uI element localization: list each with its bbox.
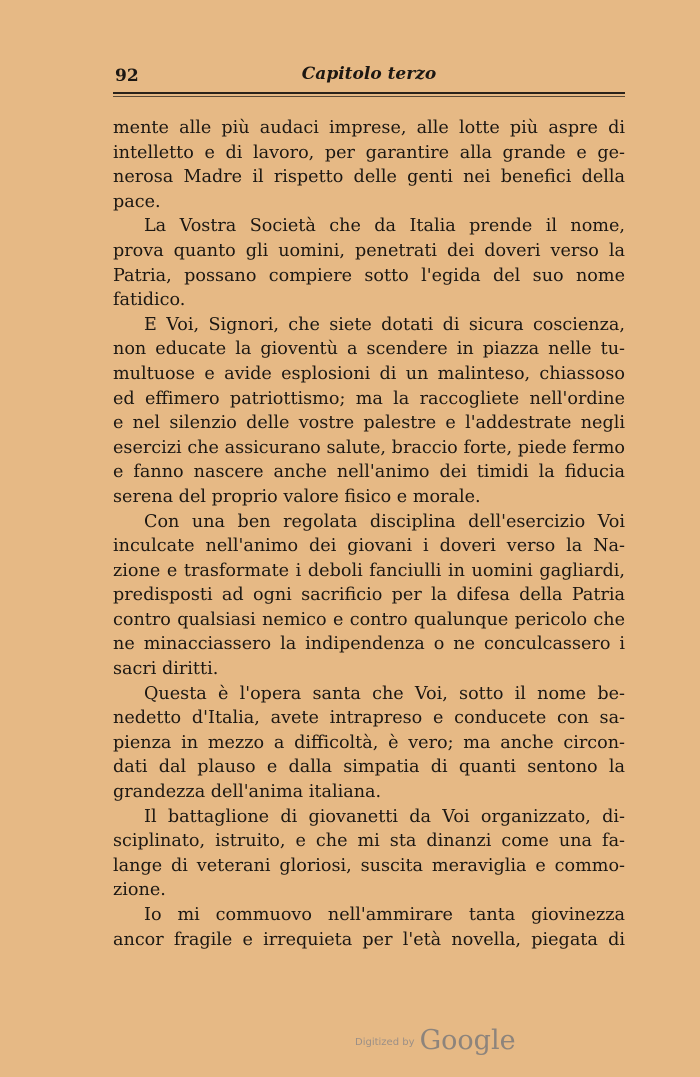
text-line: prova quanto gli uomini, penetrati dei doveri verso la — [113, 240, 625, 261]
text-line: e nel silenzio delle vostre palestre e l'addestrate negli — [113, 413, 625, 434]
text-line: grandezza dell'anima italiana. — [113, 782, 382, 803]
text-line: esercizi che assicurano salute, braccio forte, piede fermo — [113, 437, 625, 458]
text-line: dati dal plauso e dalla simpatia di quanti sentono la — [113, 757, 625, 778]
text-line: sacri diritti. — [113, 659, 219, 680]
text-line: E Voi, Signori, che siete dotati di sicura coscienza, — [144, 314, 625, 335]
digitized-watermark — [355, 1025, 516, 1056]
text-line: pienza in mezzo a difficoltà, è vero; ma anche circon- — [113, 732, 625, 753]
text-line: nedetto d'Italia, avete intrapreso e conducete con sa- — [113, 708, 625, 729]
text-line: ne minacciassero la indipendenza o ne conculcassero i — [113, 634, 625, 655]
text-line: mente alle più audaci imprese, alle lotte più aspre di — [113, 118, 625, 138]
text-line: ed effimero patriottismo; ma la raccogliete nell'ordine — [113, 388, 625, 409]
text-line: multuose e avide esplosioni di un malinteso, chiassoso — [113, 363, 625, 384]
text-line: La Vostra Società che da Italia prende il nome, — [144, 216, 625, 237]
running-title: Capitolo terzo — [301, 64, 437, 84]
text-line: pace. — [113, 191, 161, 212]
page-number: 92 — [115, 66, 139, 86]
text-line: e fanno nascere anche nell'animo dei timidi la fiducia — [113, 462, 625, 483]
text-line: sciplinato, istruito, e che mi sta dinanzi come una fa- — [113, 831, 625, 852]
text-line: Questa è l'opera santa che Voi, sotto il nome be- — [144, 683, 625, 704]
text-line: lange di veterani gloriosi, suscita meraviglia e commo- — [113, 855, 625, 876]
text-line: nerosa Madre il rispetto delle genti nei benefici della — [113, 167, 625, 188]
text-line: zione e trasformate i deboli fanciulli in uomini gagliardi, — [113, 560, 625, 581]
text-line: ancor fragile e irrequieta per l'età novella, piegata di — [113, 929, 625, 950]
digitized-by-label: Digitized by — [355, 1037, 415, 1048]
text-line: predisposti ad ogni sacrificio per la difesa della Patria — [113, 585, 625, 606]
header-rule-thin — [113, 96, 625, 97]
text-line: non educate la gioventù a scendere in piazza nelle tu- — [113, 339, 625, 360]
text-line: fatidico. — [113, 290, 186, 311]
header-rule — [113, 92, 625, 94]
text-line: zione. — [113, 880, 166, 901]
google-logo: Google — [419, 1025, 516, 1056]
body-text — [113, 116, 625, 952]
text-line: serena del proprio valore fisico e morale. — [113, 486, 481, 507]
text-line: inculcate nell'animo dei giovani i doveri verso la Na- — [113, 536, 625, 557]
text-line: contro qualsiasi nemico e contro qualunque pericolo che — [113, 609, 625, 630]
text-line: Il battaglione di giovanetti da Voi organizzato, di- — [144, 806, 625, 827]
text-line: Io mi commuovo nell'ammirare tanta giovinezza — [144, 905, 625, 925]
text-line: intelletto e di lavoro, per garantire alla grande e ge- — [113, 142, 625, 163]
text-line: Con una ben regolata disciplina dell'esercizio Voi — [144, 511, 625, 532]
page-header — [113, 62, 625, 92]
text-line: Patria, possano compiere sotto l'egida del suo nome — [113, 265, 625, 286]
